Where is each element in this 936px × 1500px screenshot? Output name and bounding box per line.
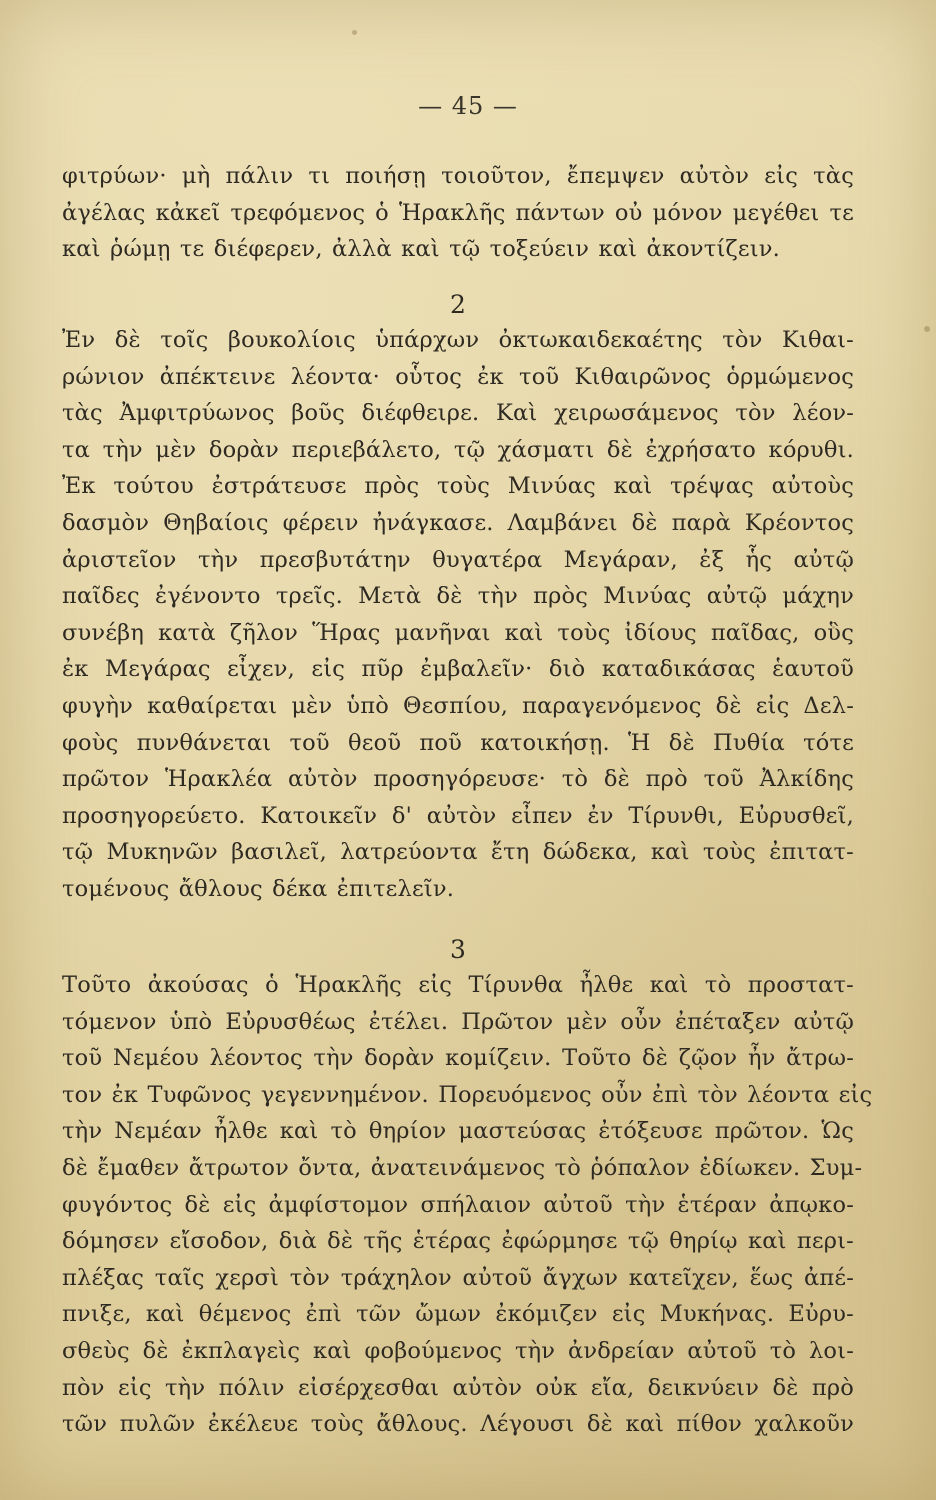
page-number: — 45 — [418, 92, 518, 120]
text-line: ἀγέλας κἀκεῖ τρεφόμενος ὁ Ἡρακλῆς πάντων οὐ μόνον μεγέθει τε [62, 199, 854, 226]
text-line: συνέβη κατὰ ζῆλον Ἥρας μανῆναι καὶ τοὺς ἰδίους παῖδας, οὓς [62, 619, 854, 646]
text-line: τὴν Νεμέαν ἦλθε καὶ τὸ θηρίον μαστεύσας ἐτόξευσε πρῶτον. Ὡς [62, 1118, 854, 1145]
section-number: 3 [450, 935, 466, 964]
text-line: πνιξε, καὶ θέμενος ἐπὶ τῶν ὤμων ἐκόμιζεν εἰς Μυκήνας. Εὐρυ- [62, 1301, 854, 1328]
paper-speck [352, 30, 357, 35]
text-line: πὸν εἰς τὴν πόλιν εἰσέρχεσθαι αὐτὸν οὐκ εἴα, δεικνύειν δὲ πρὸ [62, 1374, 854, 1401]
text-line: τομένους ἄθλους δέκα ἐπιτελεῖν. [62, 875, 455, 902]
section-heading [62, 285, 854, 325]
text-line: καὶ ῥώμῃ τε διέφερεν, ἀλλὰ καὶ τῷ τοξεύειν καὶ ἀκοντίζειν. [62, 236, 780, 263]
text-line: τόμενον ὑπὸ Εὐρυσθέως ἐτέλει. Πρῶτον μὲν οὖν ἐπέταξεν αὐτῷ [62, 1008, 854, 1035]
text-line: τα τὴν μὲν δορὰν περιεβάλετο, τῷ χάσματι δὲ ἐχρήσατο κόρυθι. [62, 436, 854, 463]
text-line: φυγόντος δὲ εἰς ἀμφίστομον σπήλαιον αὐτοῦ τὴν ἑτέραν ἀπῳκο- [62, 1191, 854, 1218]
section-number: 2 [450, 290, 466, 319]
text-line: φοὺς πυνθάνεται τοῦ θεοῦ ποῦ κατοικήσῃ. Ἡ δὲ Πυθία τότε [62, 729, 854, 756]
text-line: πλέξας ταῖς χερσὶ τὸν τράχηλον αὐτοῦ ἄγχων κατεῖχεν, ἕως ἀπέ- [62, 1264, 854, 1291]
text-line: ρώνιον ἀπέκτεινε λέοντα· οὗτος ἐκ τοῦ Κιθαιρῶνος ὁρμώμενος [62, 363, 854, 390]
text-line: παῖδες ἐγένοντο τρεῖς. Μετὰ δὲ τὴν πρὸς Μινύας αὐτῷ μάχην [62, 583, 854, 610]
paper-speck [924, 326, 930, 332]
paragraph-continuation [62, 158, 854, 268]
text-line: πρῶτον Ἡρακλέα αὐτὸν προσηγόρευσε· τὸ δὲ πρὸ τοῦ Ἀλκίδης [62, 766, 854, 793]
text-line: δὲ ἔμαθεν ἄτρωτον ὄντα, ἀνατεινάμενος τὸ ῥόπαλον ἐδίωκεν. Συμ- [62, 1154, 863, 1181]
text-line: φιτρύων· μὴ πάλιν τι ποιήσῃ τοιοῦτον, ἔπεμψεν αὐτὸν εἰς τὰς [62, 163, 854, 189]
section-heading [62, 930, 854, 970]
text-line: Ἐκ τούτου ἐστράτευσε πρὸς τοὺς Μινύας καὶ τρέψας αὐτοὺς [62, 473, 854, 500]
text-line: Ἐν δὲ τοῖς βουκολίοις ὑπάρχων ὀκτωκαιδεκαέτης τὸν Κιθαι- [62, 327, 854, 353]
text-line: τῷ Μυκηνῶν βασιλεῖ, λατρεύοντα ἔτη δώδεκα, καὶ τοὺς ἐπιτατ- [62, 839, 854, 866]
text-line: τοῦ Νεμέου λέοντος τὴν δορὰν κομίζειν. Τοῦτο δὲ ζῷον ἦν ἄτρω- [62, 1045, 854, 1072]
text-line: σθεὺς δὲ ἐκπλαγεὶς καὶ φοβούμενος τὴν ἀνδρείαν αὐτοῦ τὸ λοι- [62, 1337, 854, 1364]
text-line: δόμησεν εἴσοδον, διὰ δὲ τῆς ἑτέρας ἐφώρμησε τῷ θηρίῳ καὶ περι- [62, 1228, 854, 1255]
section-paragraph [62, 322, 854, 908]
text-line: τῶν πυλῶν ἐκέλευε τοὺς ἄθλους. Λέγουσι δὲ καὶ πίθον χαλκοῦν [62, 1411, 854, 1438]
text-line: προσηγορεύετο. Κατοικεῖν δ' αὐτὸν εἶπεν ἐν Τίρυνθι, Εὐρυσθεῖ, [62, 802, 854, 829]
text-line: ἐκ Μεγάρας εἶχεν, εἰς πῦρ ἐμβαλεῖν· διὸ καταδικάσας ἑαυτοῦ [62, 656, 854, 683]
text-line: φυγὴν καθαίρεται μὲν ὑπὸ Θεσπίου, παραγενόμενος δὲ εἰς Δελ- [62, 692, 854, 719]
section-paragraph [62, 967, 873, 1443]
text-line: τον ἐκ Τυφῶνος γεγεννημένον. Πορευόμενος οὖν ἐπὶ τὸν λέοντα εἰς [62, 1081, 873, 1108]
text-line: ἀριστεῖον τὴν πρεσβυτάτην θυγατέρα Μεγάραν, ἐξ ἧς αὐτῷ [62, 546, 854, 573]
text-line: Τοῦτο ἀκούσας ὁ Ἡρακλῆς εἰς Τίρυνθα ἦλθε καὶ τὸ προστατ- [62, 972, 854, 998]
text-line: τὰς Ἀμφιτρύωνος βοῦς διέφθειρε. Καὶ χειρωσάμενος τὸν λέον- [62, 400, 854, 427]
text-line: δασμὸν Θηβαίοις φέρειν ἠνάγκασε. Λαμβάνει δὲ παρὰ Κρέοντος [62, 509, 854, 536]
